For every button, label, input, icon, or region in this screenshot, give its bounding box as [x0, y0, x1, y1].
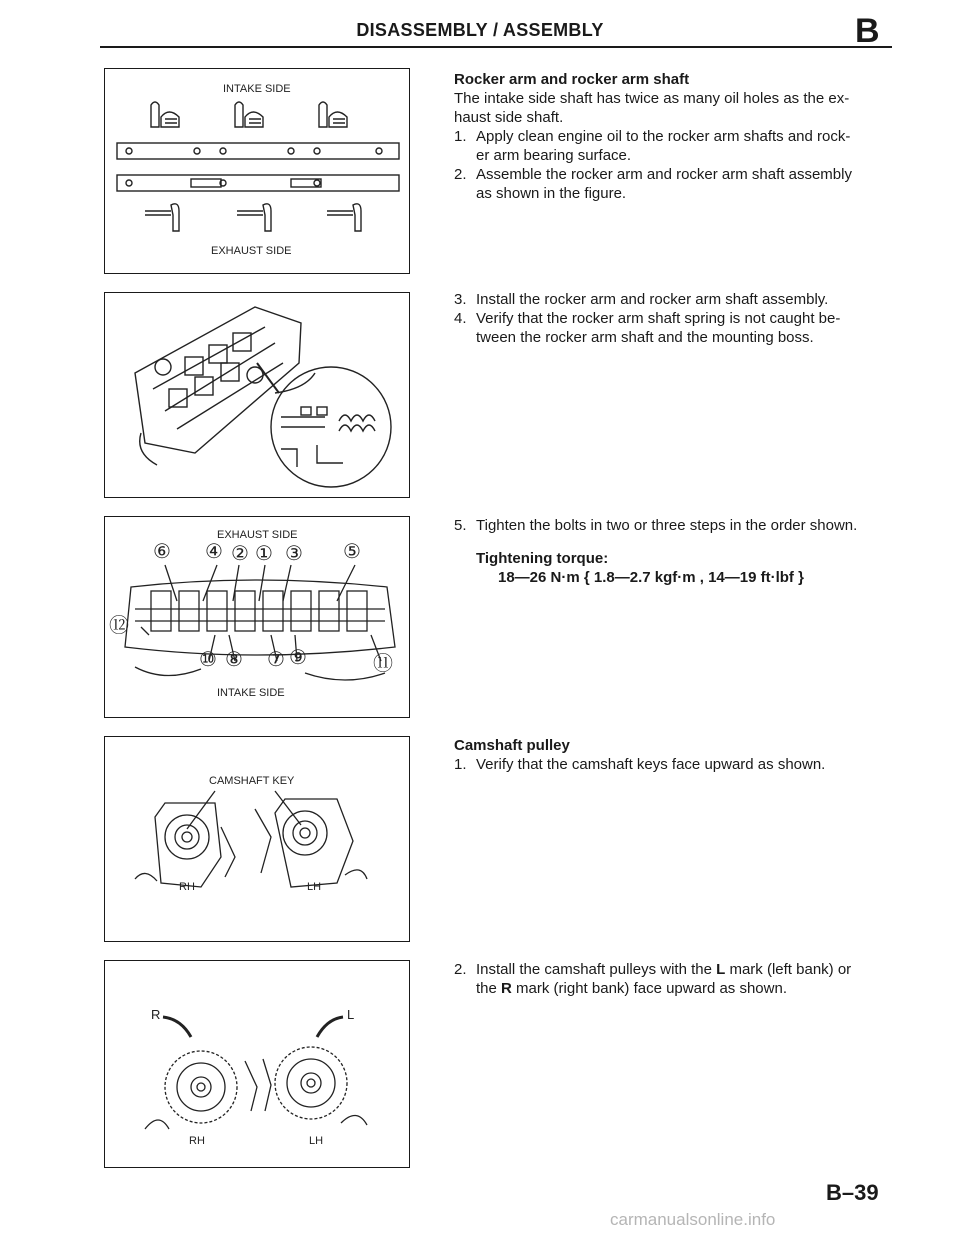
- section-rocker: [454, 70, 894, 203]
- mark-letter-r: R: [501, 980, 512, 997]
- torque-value: 18—26 N·m { 1.8—2.7 kgf·m , 14—19 ft·lbf }: [498, 569, 804, 586]
- bolt-number-3: ③: [285, 543, 303, 565]
- step-item: [454, 290, 894, 309]
- figure-label-lh: LH: [309, 1135, 324, 1147]
- figure-label-camshaft-key: CAMSHAFT KEY: [209, 775, 295, 787]
- step-number: 2.: [454, 166, 467, 183]
- text-run: mark (left bank) or: [725, 961, 852, 978]
- figure-label-rh: RH: [179, 881, 195, 893]
- figure-label-lh: LH: [307, 881, 322, 893]
- bolt-number-10: ⑩: [199, 649, 217, 671]
- step-number: 2.: [454, 961, 467, 978]
- step-text: tween the rocker arm shaft and the mounting boss.: [476, 329, 814, 346]
- page-number: B–39: [826, 1180, 879, 1205]
- step-number: 5.: [454, 517, 467, 534]
- section-tighten: [454, 516, 894, 587]
- watermark: carmanualsonline.info: [610, 1210, 776, 1229]
- step-text: [476, 960, 894, 979]
- step-item: [454, 127, 894, 165]
- bolt-number-8: ⑧: [225, 649, 243, 671]
- page-title: DISASSEMBLY / ASSEMBLY: [356, 20, 604, 40]
- figure-label-r-mark: R: [151, 1007, 161, 1022]
- bolt-number-9: ⑨: [289, 647, 307, 669]
- torque-heading: Tightening torque:: [476, 550, 609, 567]
- figure-camshaft-key: [104, 736, 410, 942]
- step-text: Assemble the rocker arm and rocker arm shaft assembly: [476, 166, 852, 183]
- step-item: [454, 516, 894, 535]
- step-text: Verify that the camshaft keys face upward as shown.: [476, 756, 826, 773]
- step-number: 3.: [454, 291, 467, 308]
- bolt-number-12: ⑫: [109, 615, 129, 637]
- step-item: [454, 165, 894, 203]
- text-run: Install the camshaft pulleys with the: [476, 961, 717, 978]
- figure-label-l-mark: L: [347, 1007, 355, 1022]
- mark-letter-l: L: [716, 961, 726, 978]
- bolt-number-4: ④: [205, 541, 223, 563]
- step-text: Tighten the bolts in two or three steps in the order shown.: [476, 517, 858, 534]
- bolt-number-5: ⑤: [343, 541, 361, 563]
- step-text: Apply clean engine oil to the rocker arm shafts and rock-: [476, 128, 851, 145]
- step-number: 1.: [454, 128, 467, 145]
- rocker-shaft-illustration: [105, 69, 409, 273]
- pulley-marks-illustration: [105, 961, 409, 1167]
- step-text: er arm bearing surface.: [476, 147, 632, 164]
- section-letter: B: [855, 12, 880, 50]
- intro-line: The intake side shaft has twice as many oil holes as the ex-: [454, 90, 850, 107]
- step-item: [454, 960, 894, 998]
- camshaft-key-illustration: [105, 737, 409, 941]
- section-pulley: [454, 960, 894, 998]
- step-text: Install the rocker arm and rocker arm shaft assembly.: [476, 291, 829, 308]
- figure-label-exhaust-side-top: EXHAUST SIDE: [217, 529, 298, 541]
- section-heading: Camshaft pulley: [454, 737, 570, 754]
- bolt-number-7: ⑦: [267, 649, 285, 671]
- section-install: [454, 290, 894, 347]
- text-run: the: [476, 980, 502, 997]
- text-run: mark (right bank) face upward as shown.: [511, 980, 787, 997]
- figure-engine-head: [104, 292, 410, 498]
- step-text: Verify that the rocker arm shaft spring is not caught be-: [476, 310, 841, 327]
- figure-label-exhaust-side: EXHAUST SIDE: [211, 245, 292, 257]
- step-item: [454, 309, 894, 347]
- step-number: 1.: [454, 756, 467, 773]
- header-rule: [100, 46, 892, 48]
- bolt-number-11: ⑪: [373, 653, 393, 675]
- figure-label-rh: RH: [189, 1135, 205, 1147]
- figure-label-intake-side-bottom: INTAKE SIDE: [217, 687, 285, 699]
- bolt-number-2: ②: [231, 543, 249, 565]
- bolt-number-1: ①: [255, 543, 273, 565]
- section-heading: Rocker arm and rocker arm shaft: [454, 71, 690, 88]
- intro-line: haust side shaft.: [454, 109, 564, 126]
- section-camshaft: [454, 736, 894, 774]
- figure-pulley-marks: [104, 960, 410, 1168]
- step-text: [476, 979, 894, 998]
- engine-head-illustration: [105, 293, 409, 497]
- figure-label-intake-side: INTAKE SIDE: [223, 83, 291, 95]
- bolt-number-6: ⑥: [153, 541, 171, 563]
- figure-bolt-order: [104, 516, 410, 718]
- step-text: as shown in the figure.: [476, 185, 627, 202]
- figure-rocker-shafts: [104, 68, 410, 274]
- step-number: 4.: [454, 310, 467, 327]
- step-item: [454, 755, 894, 774]
